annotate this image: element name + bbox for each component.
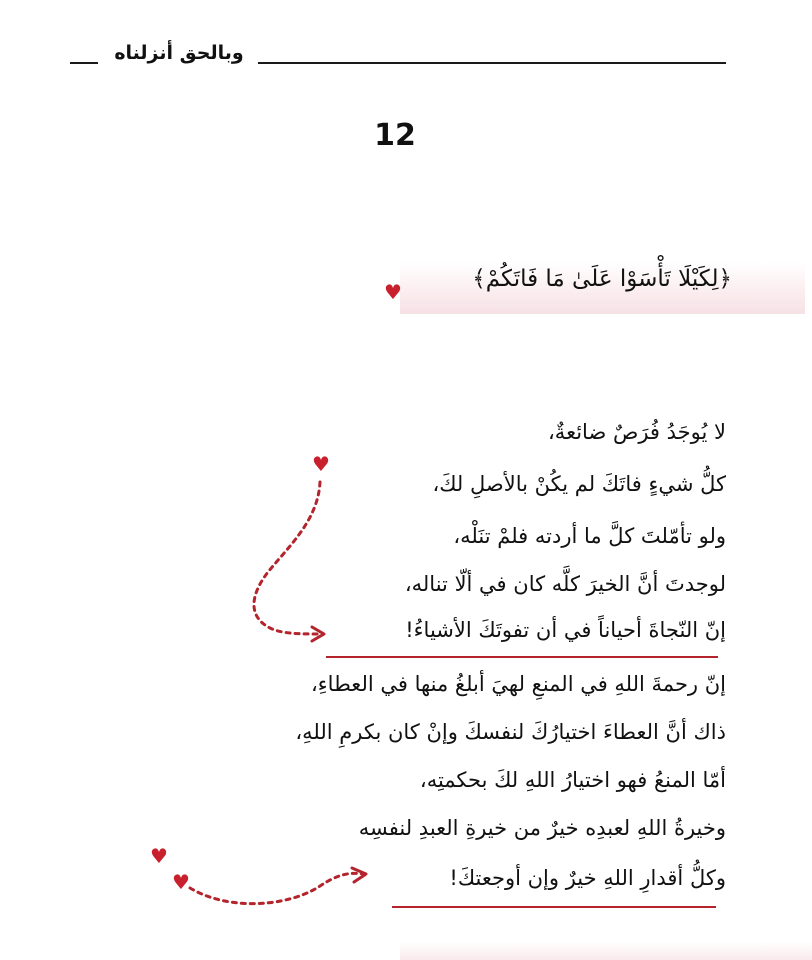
poem-line-5: إنّ النّجاةَ أحياناً في أن تفوتَكَ الأشياءُ! <box>405 618 726 642</box>
heart-icon: ♥ <box>384 280 402 304</box>
poem-line-4: لوجدتَ أنَّ الخيرَ كلَّه كان في ألّا تناله، <box>404 572 726 596</box>
poem-line-2: كلُّ شيءٍ فاتَكَ لم يكُنْ بالأصلِ لكَ، <box>432 472 726 496</box>
header-title: وبالحق أنزلناه <box>114 42 244 64</box>
dashed-arrow-upper <box>254 482 322 634</box>
heart-icon: ♥ <box>312 452 330 476</box>
dashed-arrow-lower <box>190 873 364 903</box>
poem-line-8: أمّا المنعُ فهو اختيارُ اللهِ لكَ بحكمتِه، <box>419 768 726 792</box>
heart-icon: ♥ <box>172 870 190 894</box>
poem-line-9: وخيرةُ اللهِ لعبدِه خيرٌ من خيرةِ العبدِ لنفسِه <box>358 816 726 840</box>
heart-icon: ♥ <box>150 844 168 868</box>
poem-line-3: ولو تأمّلتَ كلَّ ما أردته فلمْ تنَلْه، <box>453 524 726 548</box>
quran-quote: ﴿لِكَيْلَا تَأْسَوْا عَلَىٰ مَا فَاتَكُمْ﴾ <box>472 266 732 292</box>
page-number: 12 <box>374 118 416 153</box>
poem-line-1: لا يُوجَدُ فُرَصٌ ضائعةٌ، <box>548 420 726 444</box>
poem-line-6: إنّ رحمةَ اللهِ في المنعِ لهيَ أبلغُ منها في العطاءِ، <box>311 672 726 696</box>
poem-line-7: ذاك أنَّ العطاءَ اختيارُكَ لنفسكَ وإنْ كان بكرمِ اللهِ، <box>295 720 726 744</box>
bottom-highlight <box>400 942 812 960</box>
poem-line-10: وكلُّ أقدارِ اللهِ خيرٌ وإن أوجعتكَ! <box>449 866 726 890</box>
arrowhead-lower <box>352 868 366 882</box>
